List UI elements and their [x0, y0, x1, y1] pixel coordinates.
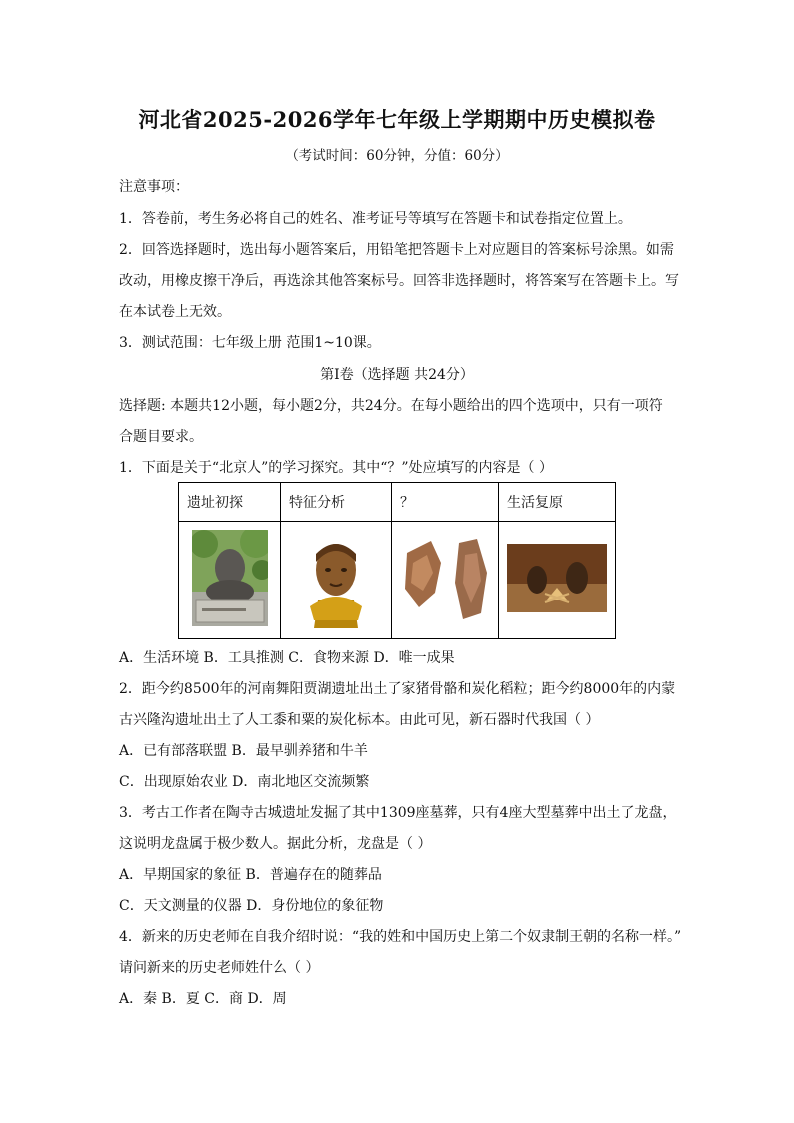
table-cell-bust-photo — [281, 522, 392, 639]
question-2-stem-line-2: 古兴隆沟遗址出土了人工黍和粟的炭化标本。由此可见，新石器时代我国（ ） — [119, 712, 600, 728]
stone-tools-image — [397, 533, 493, 623]
note-item-2-line-1: 2．回答选择题时，选出每小题答案后，用铅笔把答题卡上对应题目的答案标号涂黑。如需 — [119, 242, 674, 258]
section-desc-line-2: 合题目要求。 — [119, 429, 203, 445]
note-item-1: 1．答卷前，考生务必将自己的姓名、准考证号等填写在答题卡和试卷指定位置上。 — [119, 211, 632, 227]
table-header-unknown: ？ — [392, 483, 499, 522]
peking-man-bust-image — [300, 528, 372, 628]
question-1-stem: 1．下面是关于“北京人”的学习探究。其中“？”处应填写的内容是（ ） — [119, 460, 553, 476]
question-3-options-line-2: C．天文测量的仪器 D．身份地位的象征物 — [119, 898, 384, 914]
question-1-options: A．生活环境 B．工具推测 C．食物来源 D．唯一成果 — [119, 650, 455, 666]
note-item-2-line-3: 在本试卷上无效。 — [119, 304, 231, 320]
question-3-options-line-1: A．早期国家的象征 B．普遍存在的随葬品 — [119, 867, 382, 883]
exam-subtitle: （考试时间：60分钟，分值：60分） — [285, 148, 509, 164]
exam-title: 河北省2025-2026学年七年级上学期期中历史模拟卷 — [138, 107, 656, 132]
table-header-site: 遗址初探 — [179, 483, 281, 522]
question-4-options: A．秦 B．夏 C．商 D．周 — [119, 991, 287, 1007]
question-2-options-line-2: C．出现原始农业 D．南北地区交流频繁 — [119, 774, 370, 790]
question-4-stem-line-1: 4．新来的历史老师在自我介绍时说：“我的姓和中国历史上第二个奴隶制王朝的名称一样。” — [119, 929, 682, 945]
question-2-options-line-1: A．已有部落联盟 B．最早驯养猪和牛羊 — [119, 743, 368, 759]
notes-heading: 注意事项： — [119, 179, 189, 195]
section-title: 第Ⅰ卷（选择题 共24分） — [320, 367, 474, 383]
note-item-3: 3．测试范围：七年级上册 范围1~10课。 — [119, 335, 381, 351]
peking-man-statue-image — [192, 530, 268, 626]
table-cell-life-scene-photo — [499, 522, 616, 639]
table-header-life: 生活复原 — [499, 483, 616, 522]
table-cell-statue-photo — [179, 522, 281, 639]
note-item-2-line-2: 改动，用橡皮擦干净后，再选涂其他答案标号。回答非选择题时，将答案写在答题卡上。写 — [119, 273, 679, 289]
question-3-stem-line-2: 这说明龙盘属于极少数人。据此分析，龙盘是（ ） — [119, 836, 432, 852]
question-3-stem-line-1: 3．考古工作者在陶寺古城遗址发掘了其中1309座墓葬，只有4座大型墓葬中出土了龙盘， — [119, 805, 677, 821]
section-desc-line-1: 选择题: 本题共12小题，每小题2分，共24分。在每小题给出的四个选项中，只有一项符 — [119, 398, 663, 414]
question-4-stem-line-2: 请问新来的历史老师姓什么（ ） — [119, 960, 320, 976]
life-restoration-image — [507, 544, 607, 612]
table-cell-tools-photo — [392, 522, 499, 639]
question-2-stem-line-1: 2．距今约8500年的河南舞阳贾湖遗址出土了家猪骨骼和炭化稻粒；距今约8000年的内蒙 — [119, 681, 676, 697]
table-header-feature: 特征分析 — [281, 483, 392, 522]
question-1-table — [178, 482, 616, 639]
